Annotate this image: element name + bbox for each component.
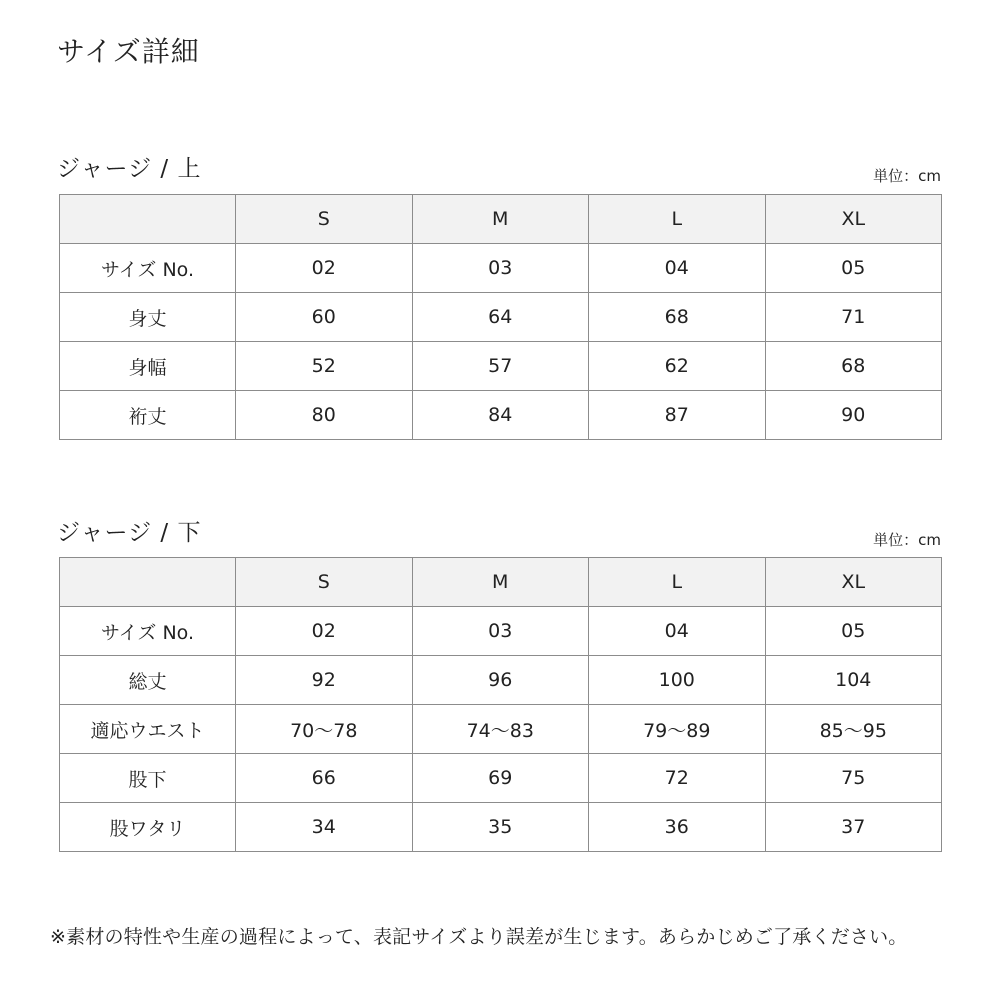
table-row [60,607,942,656]
table-row [60,705,942,754]
table-cell: 68 [589,293,766,342]
table-cell: 62 [589,342,766,391]
table-cell: 92 [236,656,413,705]
table-cell: 96 [412,656,589,705]
table-row [60,391,942,440]
header-cell-blank [60,195,236,244]
header-cell-size: M [412,558,589,607]
row-label: 総丈 [60,656,236,705]
section-title-top: ジャージ / 上 [57,156,202,182]
row-label: 股下 [60,754,236,803]
table-cell: 70〜78 [236,705,413,754]
table-cell: 35 [412,803,589,852]
table-row [60,244,942,293]
table-cell: 87 [589,391,766,440]
table-row [60,754,942,803]
table-cell: 60 [236,293,413,342]
table-cell: 05 [765,607,942,656]
table-cell: 03 [412,244,589,293]
table-cell: 34 [236,803,413,852]
row-label: 股ワタリ [60,803,236,852]
table-cell: 79〜89 [589,705,766,754]
header-cell-size: S [236,195,413,244]
table-cell: 100 [589,656,766,705]
table-cell: 75 [765,754,942,803]
header-cell-size: L [589,558,766,607]
table-cell: 104 [765,656,942,705]
table-cell: 02 [236,607,413,656]
table-cell: 37 [765,803,942,852]
table-cell: 64 [412,293,589,342]
table-cell: 05 [765,244,942,293]
table-cell: 04 [589,607,766,656]
header-cell-size: XL [765,195,942,244]
table-cell: 57 [412,342,589,391]
footnote: ※素材の特性や生産の過程によって、表記サイズより誤差が生じます。あらかじめご了承ください。 [50,926,908,948]
table-cell: 03 [412,607,589,656]
header-cell-size: S [236,558,413,607]
row-label: 裄丈 [60,391,236,440]
table-row [60,803,942,852]
table-row [60,293,942,342]
row-label: サイズ No. [60,607,236,656]
table-cell: 85〜95 [765,705,942,754]
table-cell: 71 [765,293,942,342]
table-cell: 52 [236,342,413,391]
row-label: サイズ No. [60,244,236,293]
section-title-bottom: ジャージ / 下 [57,520,202,546]
table-cell: 74〜83 [412,705,589,754]
size-table-top [59,194,942,440]
table-row [60,342,942,391]
table-cell: 90 [765,391,942,440]
header-cell-blank [60,558,236,607]
row-label: 適応ウエスト [60,705,236,754]
table-cell: 02 [236,244,413,293]
row-label: 身丈 [60,293,236,342]
table-cell: 80 [236,391,413,440]
size-table-bottom [59,557,942,852]
unit-note-bottom: 単位：cm [873,531,941,549]
table-cell: 66 [236,754,413,803]
unit-note-top: 単位：cm [873,167,941,185]
table-row [60,656,942,705]
header-cell-size: L [589,195,766,244]
table-cell: 04 [589,244,766,293]
table-cell: 68 [765,342,942,391]
table-cell: 36 [589,803,766,852]
table-header-row [60,195,942,244]
header-cell-size: XL [765,558,942,607]
table-cell: 84 [412,391,589,440]
header-cell-size: M [412,195,589,244]
page-title: サイズ詳細 [57,35,200,68]
table-cell: 72 [589,754,766,803]
row-label: 身幅 [60,342,236,391]
table-cell: 69 [412,754,589,803]
table-header-row [60,558,942,607]
